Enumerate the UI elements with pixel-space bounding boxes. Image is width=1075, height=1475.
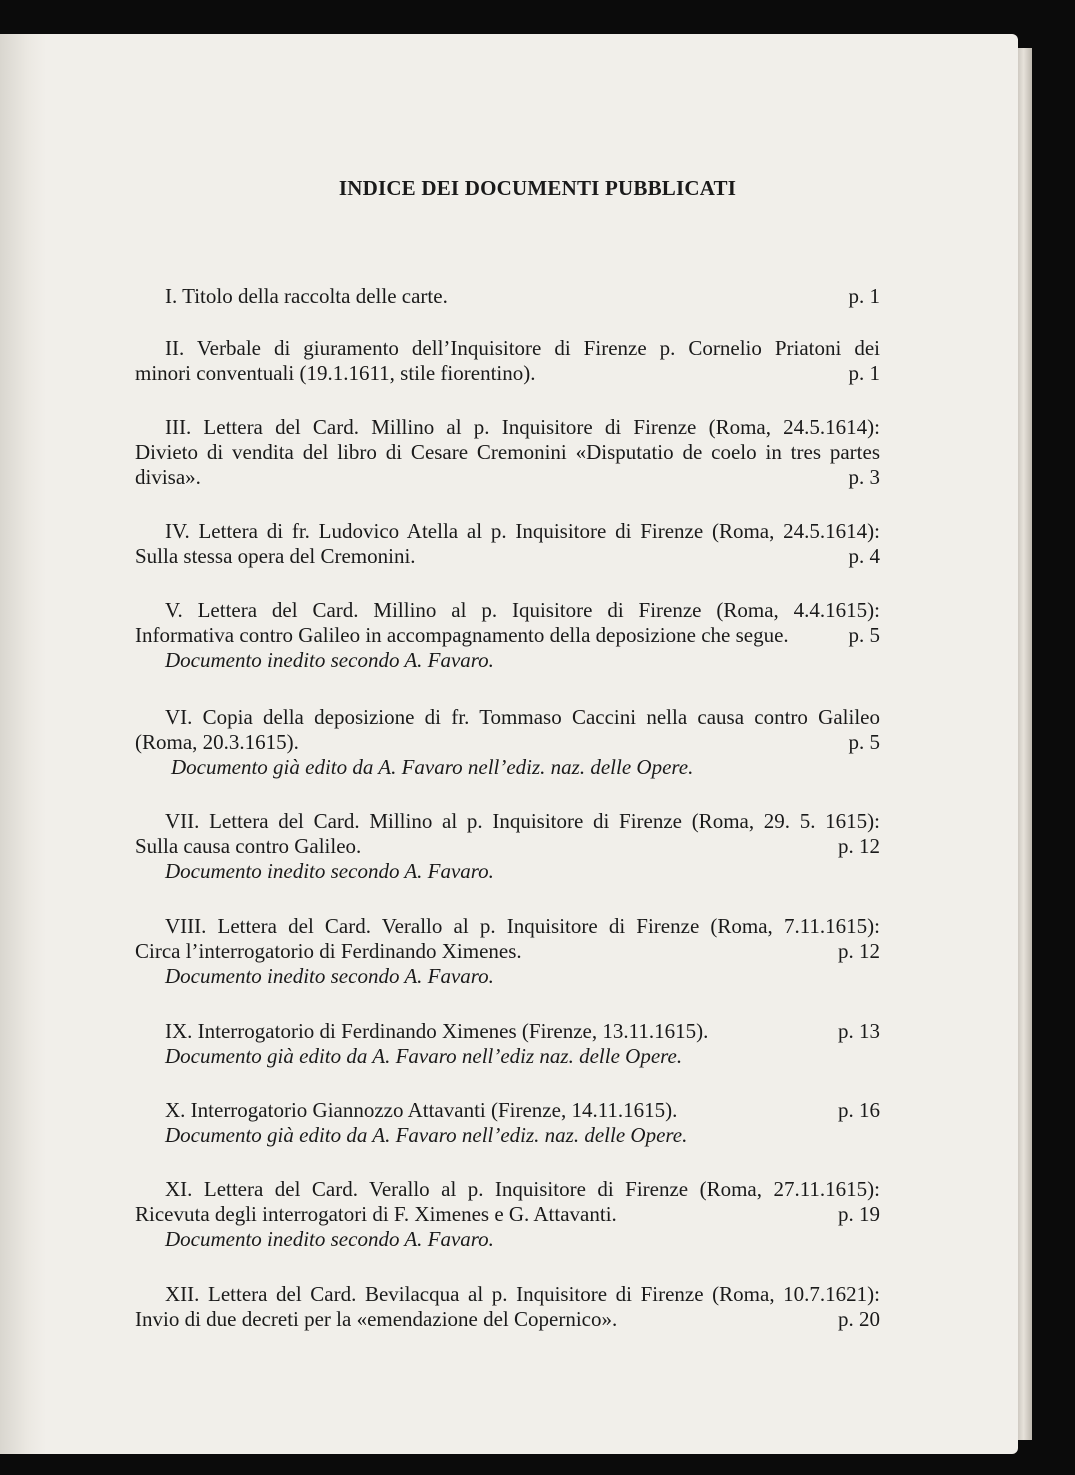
index-entry-9: [135, 1019, 880, 1069]
entry-page: p. 3: [848, 465, 880, 489]
entry-text: Divieto di vendita del libro di Cesare Cremonini «Disputatio de coelo in tres partes: [135, 440, 880, 464]
entry-page: p. 1: [848, 361, 880, 385]
entry-page: p. 12: [838, 834, 880, 858]
entry-text: V. Lettera del Card. Millino al p. Iquisitore di Firenze (Roma, 4.4.1615):: [165, 598, 880, 622]
entry-note: Documento già edito da A. Favaro nell’ediz. naz. delle Opere.: [165, 1123, 688, 1147]
entry-note: Documento inedito secondo A. Favaro.: [165, 859, 494, 883]
entry-page: p. 12: [838, 939, 880, 963]
entry-page: p. 13: [838, 1019, 880, 1043]
index-entry-4: [135, 519, 880, 569]
page-gutter: [0, 34, 46, 1454]
entry-page: p. 19: [838, 1202, 880, 1226]
entry-text: Informativa contro Galileo in accompagnamento della deposizione che segue.: [135, 623, 789, 647]
entry-note: Documento già edito da A. Favaro nell’ediz naz. delle Opere.: [165, 1044, 683, 1068]
index-entry-3: [135, 415, 880, 490]
entry-note: Documento già edito da A. Favaro nell’ediz. naz. delle Opere.: [171, 755, 694, 779]
index-entry-2: [135, 336, 880, 386]
index-entry-1: [135, 284, 880, 309]
entry-note: Documento inedito secondo A. Favaro.: [165, 1227, 494, 1251]
entry-text: Sulla causa contro Galileo.: [135, 834, 362, 858]
entry-page: p. 5: [848, 623, 880, 647]
entry-page: p. 1: [848, 284, 880, 308]
page-edge: [1018, 48, 1032, 1440]
index-entry-11: [135, 1177, 880, 1252]
entry-text: XII. Lettera del Card. Bevilacqua al p. Inquisitore di Firenze (Roma, 10.7.1621):: [165, 1282, 880, 1306]
entry-text: VIII. Lettera del Card. Verallo al p. Inquisitore di Firenze (Roma, 7.11.1615):: [165, 914, 880, 938]
entry-text: divisa».: [135, 465, 201, 489]
entry-text: VI. Copia della deposizione di fr. Tommaso Caccini nella causa contro Galileo: [165, 705, 880, 729]
entry-text: (Roma, 20.3.1615).: [135, 730, 299, 754]
entry-page: p. 5: [848, 730, 880, 754]
entry-text: minori conventuali (19.1.1611, stile fiorentino).: [135, 361, 536, 385]
entry-text: VII. Lettera del Card. Millino al p. Inquisitore di Firenze (Roma, 29. 5. 1615):: [165, 809, 880, 833]
entry-page: p. 16: [838, 1098, 880, 1122]
index-entry-7: [135, 809, 880, 884]
index-entry-6: [135, 705, 880, 780]
entry-text: II. Verbale di giuramento dell’Inquisitore di Firenze p. Cornelio Priatoni dei: [165, 336, 880, 360]
entry-text: Ricevuta degli interrogatori di F. Ximenes e G. Attavanti.: [135, 1202, 617, 1226]
index-entry-12: [135, 1282, 880, 1332]
entry-text: III. Lettera del Card. Millino al p. Inquisitore di Firenze (Roma, 24.5.1614):: [165, 415, 880, 439]
entry-page: p. 20: [838, 1307, 880, 1331]
entry-text: IV. Lettera di fr. Ludovico Atella al p. Inquisitore di Firenze (Roma, 24.5.1614):: [165, 519, 880, 543]
entry-text: XI. Lettera del Card. Verallo al p. Inquisitore di Firenze (Roma, 27.11.1615):: [165, 1177, 880, 1201]
entry-note: Documento inedito secondo A. Favaro.: [165, 648, 494, 672]
index-entry-10: [135, 1098, 880, 1148]
entry-page: p. 4: [848, 544, 880, 568]
index-entry-5: [135, 598, 880, 673]
entry-text: Invio di due decreti per la «emendazione del Copernico».: [135, 1307, 618, 1331]
entry-text: Sulla stessa opera del Cremonini.: [135, 544, 416, 568]
entry-text: Circa l’interrogatorio di Ferdinando Ximenes.: [135, 939, 522, 963]
index-entry-8: [135, 914, 880, 989]
page-title: INDICE DEI DOCUMENTI PUBBLICATI: [338, 176, 737, 200]
entry-text: I. Titolo della raccolta delle carte.: [165, 284, 448, 308]
entry-text: X. Interrogatorio Giannozzo Attavanti (Firenze, 14.11.1615).: [165, 1098, 678, 1122]
entry-text: IX. Interrogatorio di Ferdinando Ximenes (Firenze, 13.11.1615).: [165, 1019, 709, 1043]
entry-note: Documento inedito secondo A. Favaro.: [165, 964, 494, 988]
